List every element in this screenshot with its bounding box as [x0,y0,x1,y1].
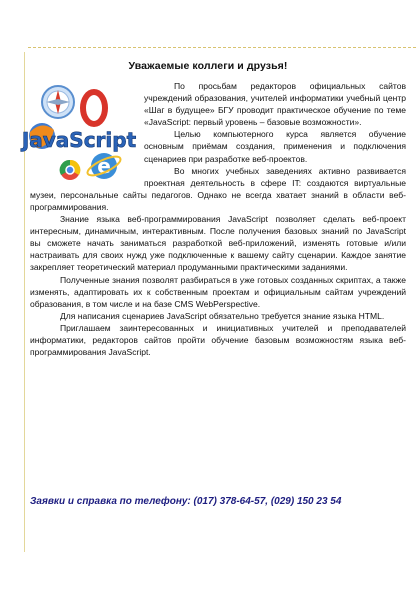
ie-icon [85,153,123,179]
logo-wordmark: JavaScript [21,128,137,152]
top-dashed-rule [28,47,416,48]
paragraph-3: Во многих учебных заведениях активно развивается проектная деятельность в сфере IT: создаются виртуальные музеи, персональные сайты педагогов. Однако не всегда хватает знаний в области веб-программирования. [30,165,406,212]
paragraph-1-text: По просьбам редакторов официальных сайтов учреждений образования, учителей информатики учебный центр «Шаг в будущее» БГУ проводит практическое обучение по теме «JavaScript: первый уровень – базовые возможности». [144,81,406,128]
paragraph-4: Знание языка веб-программирования JavaScript позволяет сделать веб-проект интересным, динамичным, интерактивным. После получения базовых знаний по JavaScript вы сможете начать заниматься разработкой веб-приложений, изменять готовые и/или настраивать для своих нужд уже подключенные к вашему сайту сценарии. Каждое занятие закрепляет теоретический материал продуманными практическими заданиями. [30,214,406,273]
paragraph-7: Приглашаем заинтересованных и инициативных учителей и преподавателей информатики, редакторов сайтов пройти обучение базовым возможностям языка веб-программирования JavaScript. [30,322,406,358]
contact-line: Заявки и справка по телефону: (017) 378-64-57, (029) 150 23 54 [30,496,342,507]
compass-icon [42,86,74,118]
paragraph-6: Для написания сценариев JavaScript обязательно требуется знание языка HTML. [60,310,385,321]
chrome-icon [60,160,81,180]
opera-icon [83,92,105,124]
svg-text:e: e [97,154,111,178]
letter-body [21,80,406,358]
browser-logos-illustration [20,80,138,186]
javascript-logo [20,80,138,186]
paragraph-2: Целью компьютерного курса является обучение основным приёмам создания, применения и подключения сценариев при разработке веб-проектов. [144,129,406,164]
paragraph-5: Полученные знания позволят разбираться в уже готовых созданных скриптах, а также изменять, адаптировать их к собственным проектам и официальным сайтам учреждений образования, в том числе и на базе CMS WebPerspective. [30,274,406,309]
page-heading: Уважаемые коллеги и друзья! [128,60,288,72]
